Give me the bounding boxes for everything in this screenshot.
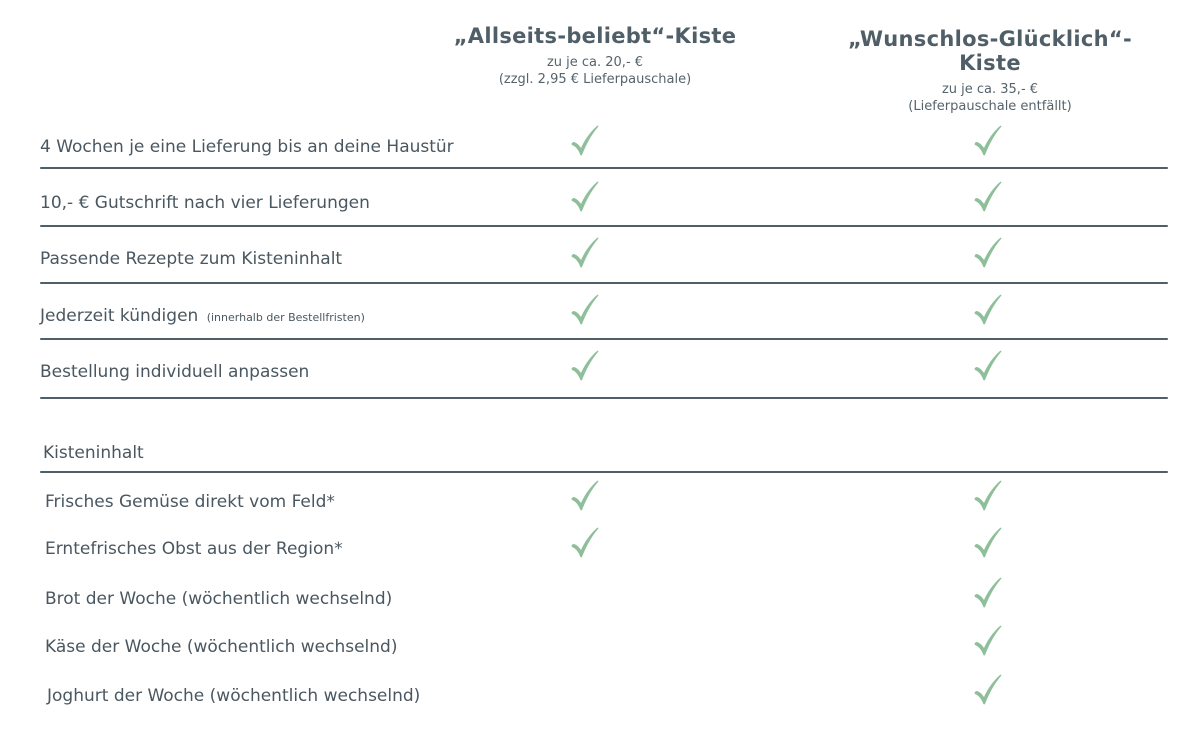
content-row (0, 681, 1200, 711)
column-header-allseits-beliebt (450, 24, 740, 88)
check-icon (972, 349, 1004, 385)
check-icon (972, 293, 1004, 329)
column-title: „Allseits-beliebt“-Kiste (453, 24, 737, 48)
check-icon (569, 479, 601, 515)
section-heading-row (0, 438, 1200, 468)
feature-row (0, 301, 1200, 331)
feature-label: 4 Wochen je eine Lieferung bis an deine Haustür (40, 137, 454, 157)
check-icon (569, 293, 601, 329)
content-label: Brot der Woche (wöchentlich wechselnd) (45, 589, 393, 609)
feature-label: Passende Rezepte zum Kisteninhalt (40, 249, 343, 269)
check-icon (972, 673, 1004, 709)
check-icon (569, 349, 601, 385)
feature-label: 10,- € Gutschrift nach vier Lieferungen (40, 193, 370, 213)
feature-label-main: Jederzeit kündigen (40, 306, 199, 326)
content-label: Erntefrisches Obst aus der Region* (45, 539, 343, 559)
column-note: (zzgl. 2,95 € Lieferpauschale) (498, 72, 692, 87)
check-icon (569, 124, 601, 160)
check-icon (972, 576, 1004, 612)
content-label: Käse der Woche (wöchentlich wechselnd) (45, 637, 398, 657)
feature-label: Bestellung individuell anpassen (40, 362, 310, 382)
content-row (0, 487, 1200, 517)
section-heading: Kisteninhalt (43, 443, 144, 463)
feature-row (0, 132, 1200, 162)
check-icon (569, 236, 601, 272)
column-price: zu je ca. 20,- € (546, 55, 644, 70)
feature-row (0, 357, 1200, 387)
column-title: „Wunschlos-Glücklich“-Kiste (847, 27, 1133, 75)
check-icon (972, 180, 1004, 216)
column-price: zu je ca. 35,- € (941, 82, 1039, 97)
feature-row (0, 244, 1200, 274)
divider (40, 225, 1168, 227)
check-icon (569, 180, 601, 216)
column-header-wunschlos-gluecklich (820, 27, 1160, 115)
divider (40, 471, 1168, 473)
divider (40, 282, 1168, 284)
divider (40, 338, 1168, 340)
check-icon (972, 124, 1004, 160)
check-icon (972, 624, 1004, 660)
feature-row (0, 188, 1200, 218)
check-icon (972, 236, 1004, 272)
content-label: Frisches Gemüse direkt vom Feld* (45, 492, 335, 512)
feature-label (40, 301, 365, 333)
content-label: Joghurt der Woche (wöchentlich wechselnd) (47, 686, 421, 706)
check-icon (569, 526, 601, 562)
check-icon (972, 479, 1004, 515)
column-note: (Lieferpauschale entfällt) (908, 99, 1072, 114)
divider (40, 397, 1168, 399)
content-row (0, 632, 1200, 662)
divider (40, 167, 1168, 169)
content-row (0, 584, 1200, 614)
feature-label-note: (innerhalb der Bestellfristen) (206, 311, 365, 324)
content-row (0, 534, 1200, 564)
check-icon (972, 526, 1004, 562)
